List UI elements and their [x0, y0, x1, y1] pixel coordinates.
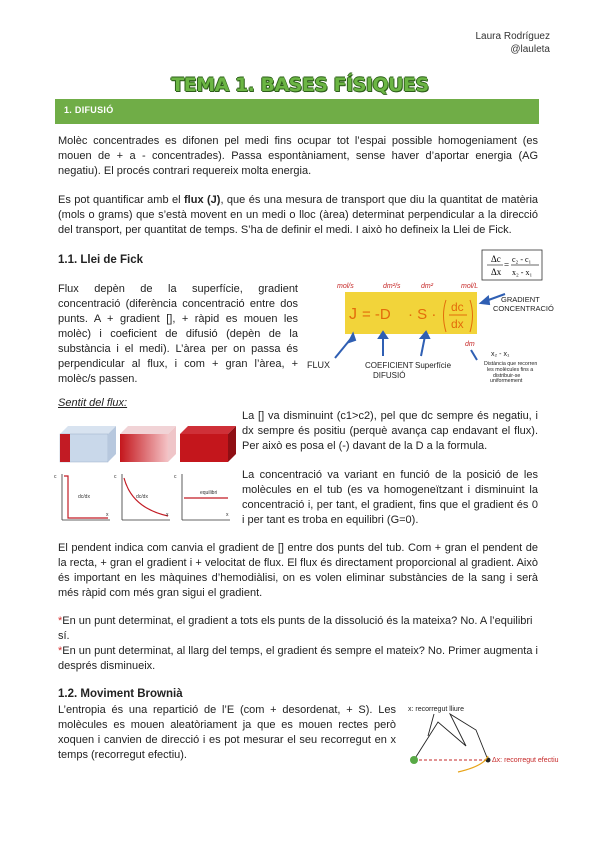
formula-dc: dc — [451, 300, 464, 314]
formula-j: J — [349, 306, 357, 323]
label-sup: Superfície — [415, 361, 452, 370]
sentit-paragraph-1: La [] va disminuint (c1>c2), pel que dc sempre és negatiu, i dx sempre és positiu (perquè avança cap endavant el flux). Per això es posa el (-) davant de la D a la formula. — [242, 410, 538, 452]
sentit-heading: Sentit del flux: — [58, 397, 128, 409]
label-coef-2: DIFUSIÓ — [373, 371, 406, 380]
unit-dm2s: dm²/s — [383, 283, 401, 290]
ratio-den-left: Δx — [491, 267, 502, 277]
unit-dm2: dm² — [421, 283, 434, 290]
fick-paragraph: Flux depèn de la superfície, gradient concentració (diferència concentració entre dos punts. A + gradient [], + ràpid es mouen les molèc) i coeficient de difusió (depèn de la substància i el medi). L’àrea per on passa és perpendicular al flux, i com + gran l’àrea, + molèc/s passen. — [58, 283, 298, 385]
fick-heading: 1.1. Llei de Fick — [58, 254, 144, 266]
flux-post: , que és una mesura de transport que diu la quantitat de matèria (mols o grams) que s’està movent en un medi o lloc (àrea) determinat perpendicular a la direcció del transport, per quantitat de temps. S’ha de definir el medi. I això ho defineix la Llei de Fick. — [58, 194, 539, 236]
brownia-paragraph: L’entropia és una repartició de l’E (com + desordenat, + S). Les molècules es mouen aleatòriament ja que es mouen rectes però xoquen i canvien de direcció i es pot mesurar el seu recorregut en x temps (recorregut efectiu). — [58, 704, 396, 761]
unit-molL: mol/L — [461, 283, 479, 290]
graph-x-1: x — [106, 512, 109, 518]
note-1: Distància que recorren — [484, 361, 538, 367]
random-walk — [414, 714, 488, 760]
brownia-heading: 1.2. Moviment Brownià — [58, 688, 183, 700]
ratio-den-right: x₂ - x₁ — [512, 268, 533, 277]
formula-eq: = -D — [362, 306, 391, 323]
label-x: x₂ - x₁ — [491, 351, 510, 358]
question-2-star: * — [58, 645, 63, 657]
particle-start — [410, 756, 418, 764]
note-3: distribuir-se — [493, 373, 521, 379]
graph-dc-2: dc/dx — [136, 494, 148, 500]
author-handle: @lauleta — [510, 44, 550, 55]
sentit-paragraph-2: La concentració va variant en funció de la posició de les molècules en el tub (es va homogeneïtzant i disminuint la concentració i, per tant, el gradient, fins que el gradient és 0 i per tant es troba en equilibri (G=0). — [242, 469, 538, 526]
author-block — [476, 30, 551, 56]
tube-equilibrium — [180, 426, 236, 462]
graph-c-3: c — [174, 474, 177, 480]
ratio-num-left: Δc — [491, 254, 501, 264]
flux-bold: flux (J) — [184, 194, 221, 206]
tube-diffusing — [120, 426, 176, 462]
ratio-num-right: c₂ - c₁ — [512, 255, 532, 264]
page-title: TEMA 1. BASES FÍSIQUES — [171, 74, 429, 96]
question-1-star: * — [58, 615, 63, 627]
graph-x-2: x — [166, 512, 169, 518]
label-flux: FLUX — [307, 360, 331, 370]
unit-dm: dm — [465, 341, 475, 348]
question-1-text: En un punt determinat, el gradient a tots els punts de la dissolució és la mateixa? No. A l’equilibri sí. — [58, 615, 533, 642]
intro-paragraph: Molèc concentrades es difonen pel medi fins ocupar tot l’espai possible homogeniament (es mouen de + a - concentrades). Passa espontàniament, sense haver d’aportar energia (AG negatiu). El procés contrari requereix molta energia. — [58, 135, 538, 177]
formula-dx: dx — [451, 317, 464, 331]
section-bar-label: 1. DIFUSIÓ — [64, 105, 114, 115]
label-coef-1: COEFICIENT — [365, 361, 414, 370]
graph-x-3: x — [226, 512, 229, 518]
sentit-figure — [50, 412, 238, 524]
tube-initial — [60, 426, 116, 462]
graph-dc-1: dc/dx — [78, 494, 90, 500]
question-2-text: En un punt determinat, al llarg del temps, el gradient és sempre el mateix? No. Primer augmenta i després disminueix. — [58, 645, 538, 672]
gradient-ratio — [482, 250, 542, 280]
graph-c-1: c — [54, 474, 57, 480]
graph-c-2: c — [114, 474, 117, 480]
question-2 — [58, 644, 538, 674]
brownian-figure — [404, 700, 564, 774]
formula-dot: · S · — [408, 306, 437, 323]
author-name: Laura Rodríguez — [475, 31, 550, 42]
fick-formula-figure — [305, 250, 554, 380]
label-effective-path: Δx: recorregut efectiu — [492, 757, 559, 764]
pendent-paragraph: El pendent indica com canvia el gradient de [] entre dos punts del tub. Com + gran el pendent de la recta, + gran el gradient i + velocitat de flux. El flux és directament proporcional al gradient. Això és important en les màquines d’hemodiàlisi, on es volen eliminar substàncies de la sang i serà més ràpid com més gran sigui el gradient. — [58, 542, 538, 599]
svg-text:=: = — [504, 260, 510, 270]
flux-pre: Es pot quantificar amb el — [58, 194, 184, 206]
section-bar — [55, 99, 539, 124]
note-4: uniformement — [490, 378, 523, 384]
unit-mol: mol/s — [337, 283, 354, 290]
graph-eq: equilibri — [200, 490, 218, 496]
note-2: les molècules fins a — [487, 367, 534, 373]
question-1 — [58, 614, 538, 644]
flux-paragraph — [58, 193, 538, 238]
label-grad-2: CONCENTRACIÓ — [493, 304, 554, 313]
label-grad-1: GRADIENT — [501, 295, 540, 304]
label-free-path: x: recorregut lliure — [408, 706, 465, 713]
